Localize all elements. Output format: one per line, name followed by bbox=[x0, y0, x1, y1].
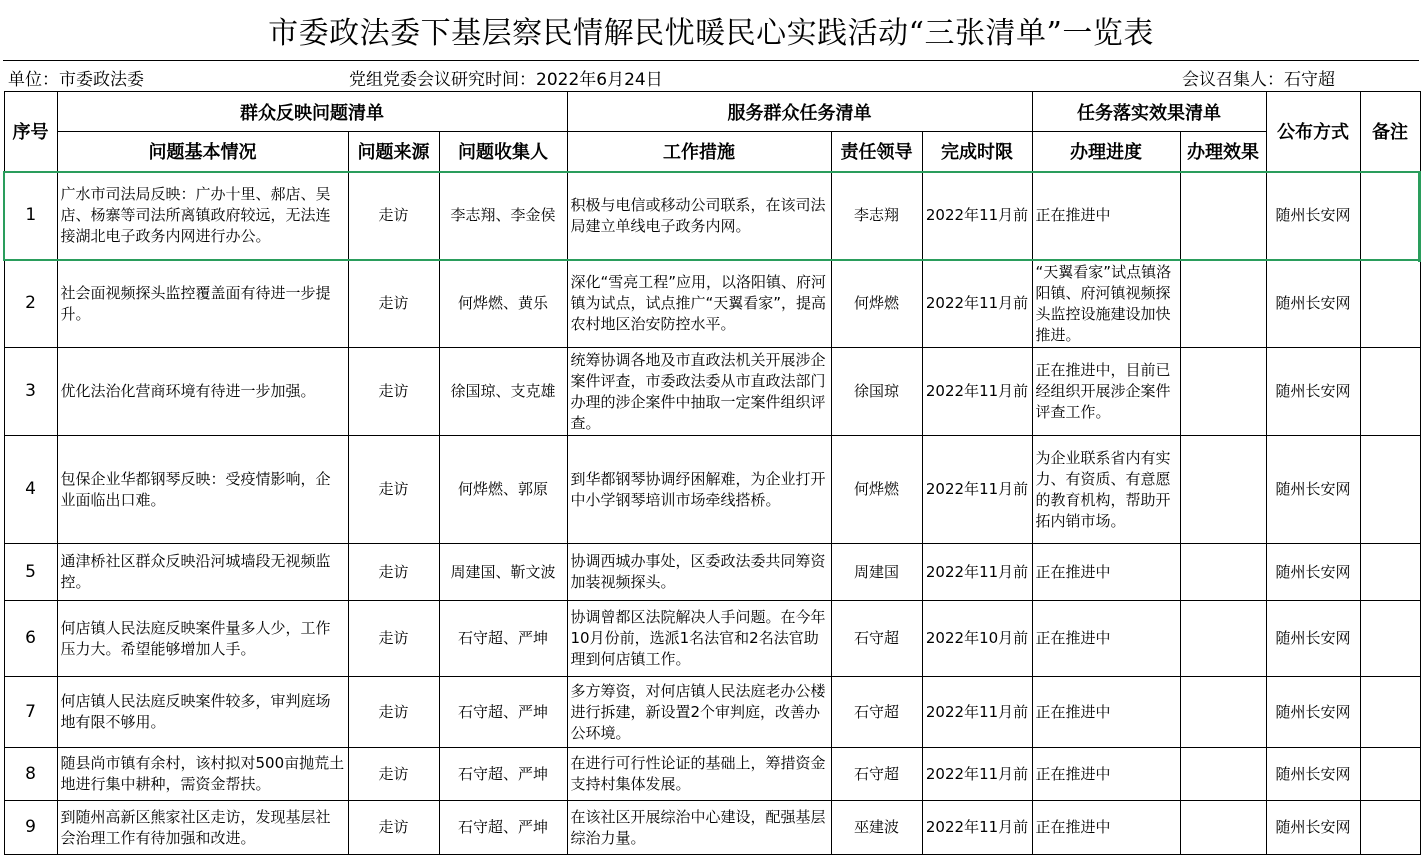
header-publish[interactable]: 公布方式 bbox=[1266, 92, 1360, 172]
cell-issue[interactable]: 通津桥社区群众反映沿河城墙段无视频监控。 bbox=[57, 544, 348, 601]
cell-measure[interactable]: 协调西城办事处，区委政法委共同筹资加装视频探头。 bbox=[567, 544, 831, 601]
cell-leader[interactable]: 何烨燃 bbox=[831, 260, 922, 348]
cell-deadline[interactable]: 2022年11月前 bbox=[922, 801, 1032, 855]
cell-deadline[interactable]: 2022年11月前 bbox=[922, 348, 1032, 436]
table-row bbox=[4, 677, 1420, 748]
cell-leader[interactable]: 李志翔 bbox=[831, 172, 922, 260]
cell-issue[interactable]: 随县尚市镇有余村，该村拟对500亩抛荒土地进行集中耕种，需资金帮扶。 bbox=[57, 748, 348, 801]
cell-issue[interactable]: 优化法治化营商环境有待进一步加强。 bbox=[57, 348, 348, 436]
cell-deadline[interactable]: 2022年11月前 bbox=[922, 172, 1032, 260]
cell-publish[interactable]: 随州长安网 bbox=[1266, 172, 1360, 260]
meeting-time-label[interactable]: 党组党委会议研究时间：2022年6月24日 bbox=[349, 70, 663, 90]
cell-publish[interactable]: 随州长安网 bbox=[1266, 601, 1360, 677]
cell-leader[interactable]: 徐国琼 bbox=[831, 348, 922, 436]
spreadsheet bbox=[3, 0, 1419, 855]
cell-remark[interactable] bbox=[1360, 436, 1420, 544]
cell-source[interactable]: 走访 bbox=[348, 748, 439, 801]
cell-collector[interactable]: 石守超、严坤 bbox=[439, 748, 567, 801]
cell-issue[interactable]: 社会面视频探头监控覆盖面有待进一步提升。 bbox=[57, 260, 348, 348]
cell-remark[interactable] bbox=[1360, 348, 1420, 436]
sheet-title[interactable]: 市委政法委下基层察民情解民忧暖民心实践活动“三张清单”一览表 bbox=[3, 0, 1419, 61]
cell-issue[interactable]: 到随州高新区熊家社区走访，发现基层社会治理工作有待加强和改进。 bbox=[57, 801, 348, 855]
unit-label[interactable]: 单位：市委政法委 bbox=[8, 70, 144, 90]
cell-effect[interactable] bbox=[1180, 348, 1266, 436]
header-seq[interactable]: 序号 bbox=[4, 92, 57, 172]
cell-leader[interactable]: 周建国 bbox=[831, 544, 922, 601]
cell-effect[interactable] bbox=[1180, 260, 1266, 348]
cell-measure[interactable]: 积极与电信或移动公司联系，在该司法局建立单线电子政务内网。 bbox=[567, 172, 831, 260]
cell-leader[interactable]: 何烨燃 bbox=[831, 436, 922, 544]
cell-deadline[interactable]: 2022年11月前 bbox=[922, 677, 1032, 748]
list-table bbox=[3, 91, 1421, 855]
cell-deadline[interactable]: 2022年11月前 bbox=[922, 436, 1032, 544]
cell-remark[interactable] bbox=[1360, 801, 1420, 855]
cell-progress[interactable]: 正在推进中 bbox=[1032, 677, 1180, 748]
cell-source[interactable]: 走访 bbox=[348, 436, 439, 544]
cell-collector[interactable]: 石守超、严坤 bbox=[439, 801, 567, 855]
header-issue-basic[interactable]: 问题基本情况 bbox=[57, 132, 348, 172]
cell-publish[interactable]: 随州长安网 bbox=[1266, 677, 1360, 748]
table-row bbox=[4, 601, 1420, 677]
cell-measure[interactable]: 多方筹资，对何店镇人民法庭老办公楼进行拆建，新设置2个审判庭，改善办公环境。 bbox=[567, 677, 831, 748]
header-task-list[interactable]: 服务群众任务清单 bbox=[567, 92, 1032, 132]
cell-collector[interactable]: 徐国琼、支克雄 bbox=[439, 348, 567, 436]
cell-remark[interactable] bbox=[1360, 260, 1420, 348]
cell-collector[interactable]: 何烨燃、郭原 bbox=[439, 436, 567, 544]
cell-source[interactable]: 走访 bbox=[348, 348, 439, 436]
cell-publish[interactable]: 随州长安网 bbox=[1266, 348, 1360, 436]
cell-no[interactable]: 8 bbox=[4, 748, 57, 801]
header-row-columns bbox=[4, 132, 1420, 172]
cell-issue[interactable]: 包保企业华都钢琴反映：受疫情影响，企业面临出口难。 bbox=[57, 436, 348, 544]
cell-effect[interactable] bbox=[1180, 601, 1266, 677]
cell-effect[interactable] bbox=[1180, 172, 1266, 260]
cell-remark[interactable] bbox=[1360, 601, 1420, 677]
cell-remark[interactable] bbox=[1360, 544, 1420, 601]
table-row bbox=[4, 436, 1420, 544]
header-issue-collector[interactable]: 问题收集人 bbox=[439, 132, 567, 172]
cell-measure[interactable]: 到华都钢琴协调纾困解难，为企业打开中小学钢琴培训市场牵线搭桥。 bbox=[567, 436, 831, 544]
cell-measure[interactable]: 在进行可行性论证的基础上，筹措资金支持村集体发展。 bbox=[567, 748, 831, 801]
cell-progress[interactable]: 正在推进中 bbox=[1032, 601, 1180, 677]
cell-deadline[interactable]: 2022年10月前 bbox=[922, 601, 1032, 677]
cell-progress[interactable]: 正在推进中，目前已经组织开展涉企案件评查工作。 bbox=[1032, 348, 1180, 436]
cell-progress[interactable]: “天翼看家”试点镇洛阳镇、府河镇视频探头监控设施建设加快推进。 bbox=[1032, 260, 1180, 348]
cell-publish[interactable]: 随州长安网 bbox=[1266, 260, 1360, 348]
cell-publish[interactable]: 随州长安网 bbox=[1266, 544, 1360, 601]
header-effect[interactable]: 办理效果 bbox=[1180, 132, 1266, 172]
cell-collector[interactable]: 石守超、严坤 bbox=[439, 677, 567, 748]
cell-deadline[interactable]: 2022年11月前 bbox=[922, 260, 1032, 348]
cell-leader[interactable]: 石守超 bbox=[831, 677, 922, 748]
convener-label[interactable]: 会议召集人：石守超 bbox=[1182, 70, 1335, 90]
header-progress[interactable]: 办理进度 bbox=[1032, 132, 1180, 172]
table-row bbox=[4, 172, 1420, 260]
cell-measure[interactable]: 统筹协调各地及市直政法机关开展涉企案件评查，市委政法委从市直政法部门办理的涉企案件中抽取一定案件组织评查。 bbox=[567, 348, 831, 436]
cell-remark[interactable] bbox=[1360, 172, 1420, 260]
cell-effect[interactable] bbox=[1180, 436, 1266, 544]
cell-no[interactable]: 3 bbox=[4, 348, 57, 436]
cell-no[interactable]: 9 bbox=[4, 801, 57, 855]
cell-collector[interactable]: 何烨燃、黄乐 bbox=[439, 260, 567, 348]
cell-source[interactable]: 走访 bbox=[348, 801, 439, 855]
cell-leader[interactable]: 石守超 bbox=[831, 748, 922, 801]
cell-source[interactable]: 走访 bbox=[348, 260, 439, 348]
cell-deadline[interactable]: 2022年11月前 bbox=[922, 748, 1032, 801]
header-measures[interactable]: 工作措施 bbox=[567, 132, 831, 172]
header-deadline[interactable]: 完成时限 bbox=[922, 132, 1032, 172]
meta-row bbox=[3, 61, 1419, 91]
cell-collector[interactable]: 李志翔、李金侯 bbox=[439, 172, 567, 260]
header-issue-source[interactable]: 问题来源 bbox=[348, 132, 439, 172]
cell-remark[interactable] bbox=[1360, 748, 1420, 801]
cell-no[interactable]: 2 bbox=[4, 260, 57, 348]
cell-issue[interactable]: 何店镇人民法庭反映案件量多人少，工作压力大。希望能够增加人手。 bbox=[57, 601, 348, 677]
cell-source[interactable]: 走访 bbox=[348, 544, 439, 601]
cell-effect[interactable] bbox=[1180, 544, 1266, 601]
cell-collector[interactable]: 周建国、靳文波 bbox=[439, 544, 567, 601]
cell-progress[interactable]: 正在推进中 bbox=[1032, 544, 1180, 601]
header-issue-list[interactable]: 群众反映问题清单 bbox=[57, 92, 567, 132]
cell-leader[interactable]: 石守超 bbox=[831, 601, 922, 677]
cell-leader[interactable]: 巫建波 bbox=[831, 801, 922, 855]
cell-collector[interactable]: 石守超、严坤 bbox=[439, 601, 567, 677]
cell-measure[interactable]: 深化“雪亮工程”应用，以洛阳镇、府河镇为试点，试点推广“天翼看家”，提高农村地区治安防控水平。 bbox=[567, 260, 831, 348]
cell-progress[interactable]: 为企业联系省内有实力、有资质、有意愿的教育机构，帮助开拓内销市场。 bbox=[1032, 436, 1180, 544]
cell-remark[interactable] bbox=[1360, 677, 1420, 748]
cell-no[interactable]: 7 bbox=[4, 677, 57, 748]
cell-source[interactable]: 走访 bbox=[348, 677, 439, 748]
cell-no[interactable]: 6 bbox=[4, 601, 57, 677]
cell-publish[interactable]: 随州长安网 bbox=[1266, 801, 1360, 855]
cell-effect[interactable] bbox=[1180, 677, 1266, 748]
cell-deadline[interactable]: 2022年11月前 bbox=[922, 544, 1032, 601]
header-effect-list[interactable]: 任务落实效果清单 bbox=[1032, 92, 1266, 132]
cell-measure[interactable]: 在该社区开展综治中心建设，配强基层综治力量。 bbox=[567, 801, 831, 855]
table-row bbox=[4, 260, 1420, 348]
cell-effect[interactable] bbox=[1180, 801, 1266, 855]
table-row bbox=[4, 801, 1420, 855]
cell-progress[interactable]: 正在推进中 bbox=[1032, 172, 1180, 260]
header-row-groups bbox=[4, 92, 1420, 132]
cell-publish[interactable]: 随州长安网 bbox=[1266, 748, 1360, 801]
header-leader[interactable]: 责任领导 bbox=[831, 132, 922, 172]
cell-source[interactable]: 走访 bbox=[348, 601, 439, 677]
header-remark[interactable]: 备注 bbox=[1360, 92, 1420, 172]
cell-no[interactable]: 4 bbox=[4, 436, 57, 544]
table-row bbox=[4, 348, 1420, 436]
cell-no[interactable]: 5 bbox=[4, 544, 57, 601]
cell-publish[interactable]: 随州长安网 bbox=[1266, 436, 1360, 544]
cell-no[interactable]: 1 bbox=[4, 172, 57, 260]
cell-progress[interactable]: 正在推进中 bbox=[1032, 748, 1180, 801]
table-row bbox=[4, 748, 1420, 801]
cell-issue[interactable]: 广水市司法局反映：广办十里、郝店、吴店、杨寨等司法所离镇政府较远，无法连接湖北电子政务内网进行办公。 bbox=[57, 172, 348, 260]
table-row bbox=[4, 544, 1420, 601]
cell-issue[interactable]: 何店镇人民法庭反映案件较多，审判庭场地有限不够用。 bbox=[57, 677, 348, 748]
cell-progress[interactable]: 正在推进中 bbox=[1032, 801, 1180, 855]
cell-source[interactable]: 走访 bbox=[348, 172, 439, 260]
cell-effect[interactable] bbox=[1180, 748, 1266, 801]
cell-measure[interactable]: 协调曾都区法院解决人手问题。在今年10月份前，选派1名法官和2名法官助理到何店镇工作。 bbox=[567, 601, 831, 677]
